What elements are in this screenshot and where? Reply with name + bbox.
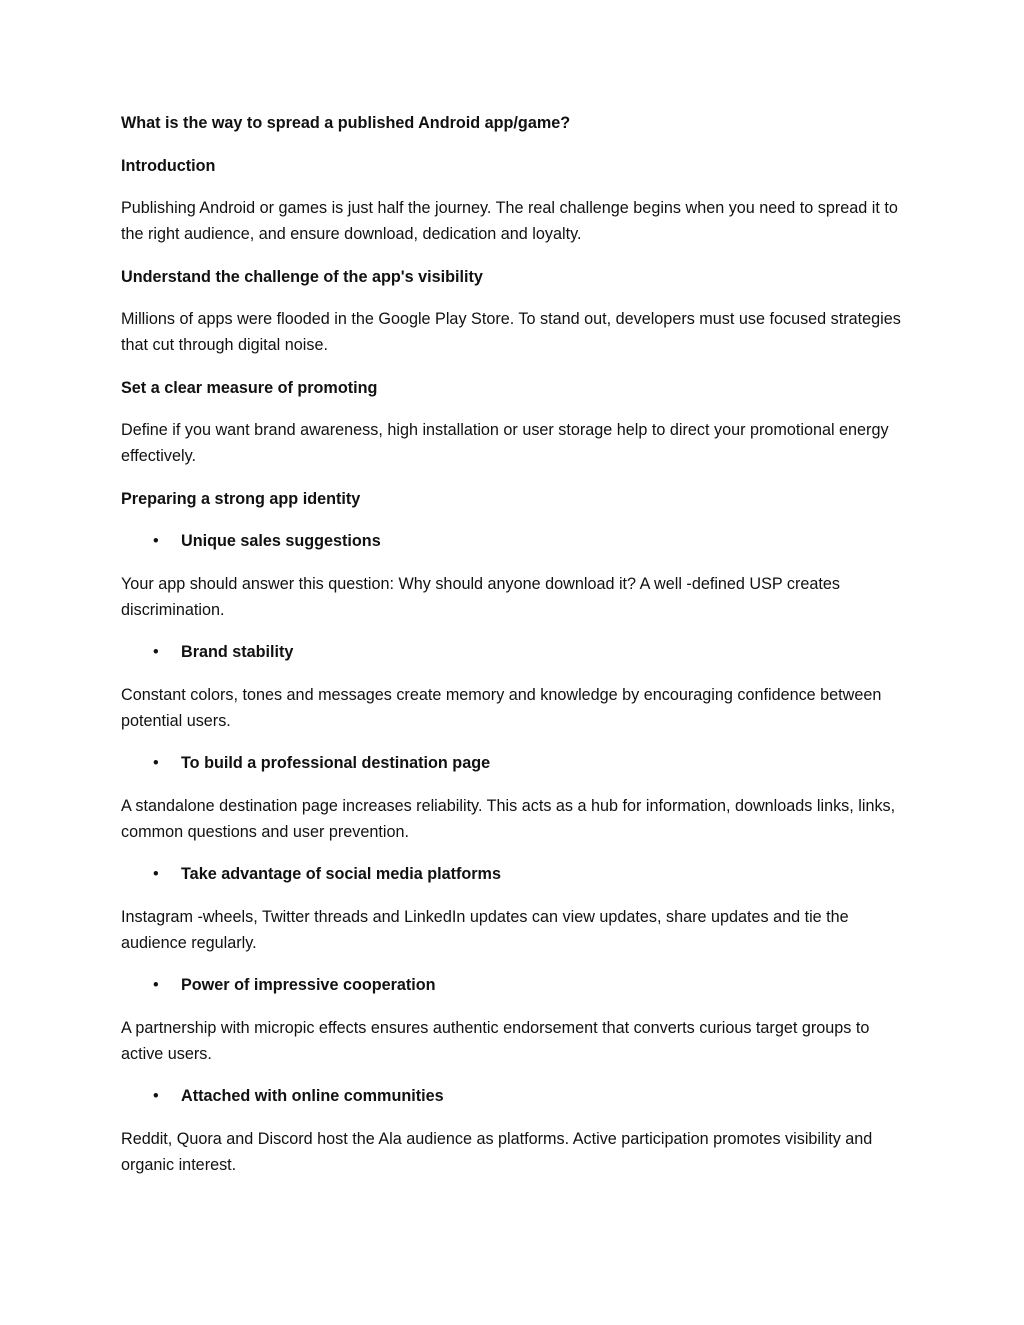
bullet-item [121,528,911,554]
bullet-label: Brand stability [181,643,294,661]
body-paragraph: Instagram -wheels, Twitter threads and LinkedIn updates can view updates, share updates and tie the audience regularly. [121,907,849,952]
bullet-icon: • [153,976,159,994]
bullet-label: Unique sales suggestions [181,532,381,550]
document-body [121,153,911,1178]
bullet-item [121,750,911,776]
bullet-item [121,639,911,665]
body-paragraph: A standalone destination page increases reliability. This acts as a hub for information, downloads links, links, common questions and user prevention. [121,796,896,841]
body-paragraph: Define if you want brand awareness, high installation or user storage help to direct your promotional energy effectively. [121,421,889,465]
bullet-item [121,1083,911,1109]
bullet-label: Power of impressive cooperation [181,976,436,994]
body-paragraph: Reddit, Quora and Discord host the Ala audience as platforms. Active participation promotes visibility and organic interest. [121,1129,873,1174]
bullet-label: Attached with online communities [181,1087,444,1105]
body-paragraph: A partnership with micropic effects ensures authentic endorsement that converts curious target groups to active users. [121,1018,870,1063]
body-paragraph: Millions of apps were flooded in the Google Play Store. To stand out, developers must use focused strategies that cut through digital noise. [121,310,901,354]
section-heading: Preparing a strong app identity [121,489,361,508]
section-heading: Introduction [121,156,216,175]
section-heading: Understand the challenge of the app's visibility [121,267,483,286]
bullet-icon: • [153,865,159,883]
bullet-item [121,861,911,887]
bullet-icon: • [153,1087,159,1105]
document-page [121,110,911,1194]
body-paragraph: Your app should answer this question: Why should anyone download it? A well -defined USP creates discrimination. [121,574,840,619]
body-paragraph: Publishing Android or games is just half the journey. The real challenge begins when you need to spread it to the right audience, and ensure download, dedication and loyalty. [121,199,898,243]
document-title: What is the way to spread a published Android app/game? [121,114,571,132]
bullet-label: To build a professional destination page [181,754,491,772]
bullet-icon: • [153,532,159,550]
bullet-icon: • [153,643,159,661]
bullet-icon: • [153,754,159,772]
bullet-item [121,972,911,998]
bullet-label: Take advantage of social media platforms [181,865,501,883]
body-paragraph: Constant colors, tones and messages create memory and knowledge by encouraging confidence between potential users. [121,685,882,730]
section-heading: Set a clear measure of promoting [121,378,378,397]
